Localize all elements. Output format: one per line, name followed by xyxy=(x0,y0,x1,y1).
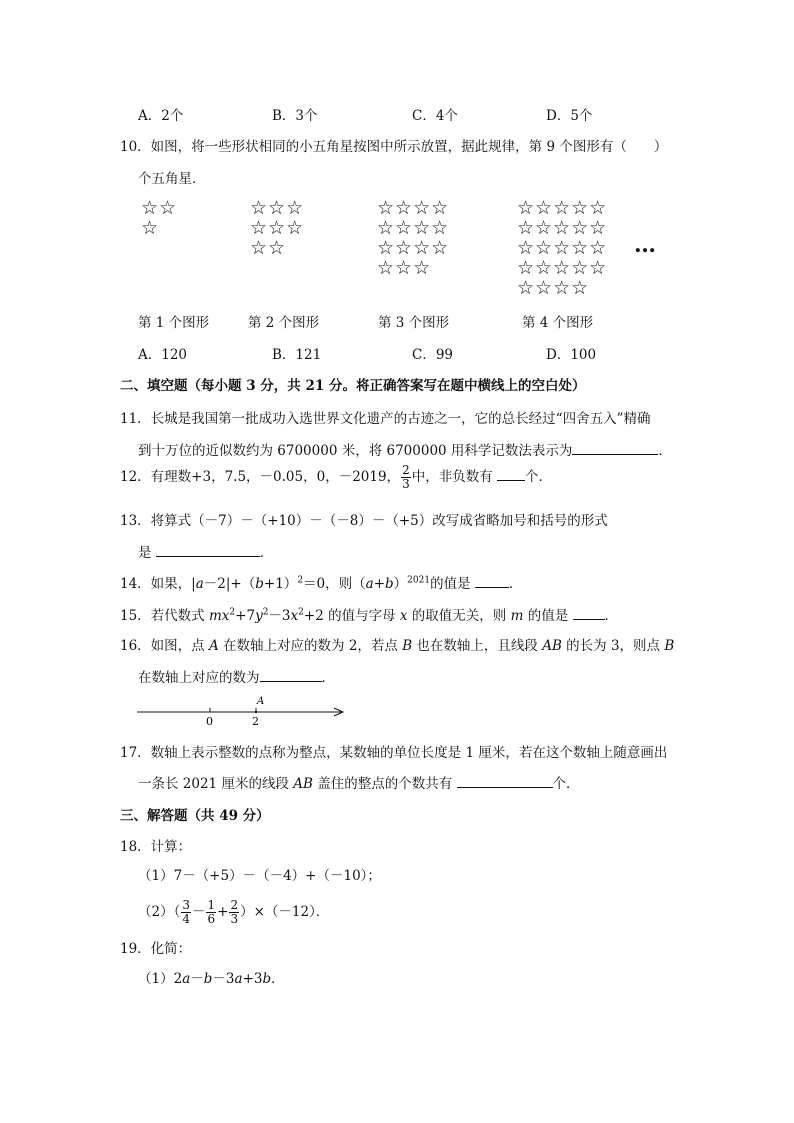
q18-part: （2）（ xyxy=(138,904,181,920)
star-row: ☆☆☆☆ xyxy=(377,197,450,219)
figure-3-label: 第 3 个图形 xyxy=(378,315,450,331)
fraction-numerator: 2 xyxy=(230,898,239,912)
point-a-dot xyxy=(255,711,257,713)
var-m: m xyxy=(510,608,524,624)
var-a: a xyxy=(182,971,191,987)
figure-2-label: 第 2 个图形 xyxy=(248,315,320,331)
q16-text-line1 xyxy=(120,634,674,654)
q18-part: ）×（－12）． xyxy=(240,904,330,920)
q10-option-a: A．120 xyxy=(138,347,188,363)
fraction-two-thirds xyxy=(401,464,411,491)
q19-part-1 xyxy=(138,967,285,987)
var-x: x xyxy=(221,608,230,624)
fraction-denominator: 6 xyxy=(207,912,216,926)
point-a-label: A xyxy=(257,696,265,707)
star-row: ☆☆☆☆ xyxy=(517,277,590,299)
q15-part: －3 xyxy=(268,608,291,624)
q11-text-line2 xyxy=(138,439,672,459)
q15-end: ． xyxy=(604,608,618,624)
q16-text-line2 xyxy=(138,666,335,686)
q14-part: + xyxy=(373,576,386,592)
var-b: b xyxy=(203,971,213,987)
answer-blank[interactable] xyxy=(572,442,658,455)
fraction-numerator: 2 xyxy=(402,463,410,477)
q14-part: 的值是 xyxy=(430,576,475,592)
point-a: A xyxy=(208,638,219,654)
q12-end: 个． xyxy=(525,469,552,485)
star-row: ☆☆☆☆☆ xyxy=(517,217,608,239)
var-x: x xyxy=(290,608,299,624)
answer-blank[interactable] xyxy=(573,607,605,620)
q19-part: －3 xyxy=(212,971,235,987)
q17-part: 一条长 2021 厘米的线段 xyxy=(138,776,294,792)
q12-text xyxy=(120,464,552,491)
star-row: ☆☆☆ xyxy=(250,217,305,239)
q14-part: ＝0，则（ xyxy=(303,576,366,592)
q16-part: 在数轴上对应的数为 2，若点 xyxy=(218,638,403,654)
q19-part: （1）2 xyxy=(138,971,183,987)
q9-option-a: A．2个 xyxy=(138,108,184,124)
var-a: a xyxy=(365,576,374,592)
q15-part: +7 xyxy=(235,608,256,624)
operator: － xyxy=(191,904,206,920)
star-row: ☆ xyxy=(141,217,160,239)
q16-part: 的长为 3，则点 xyxy=(561,638,665,654)
var-y: y xyxy=(255,608,263,624)
star-row: ☆☆☆☆☆ xyxy=(517,257,608,279)
number-line xyxy=(130,690,360,730)
q18-title: 18．计算： xyxy=(120,839,192,855)
var-b: b xyxy=(262,971,272,987)
q16-part: 也在数轴上，且线段 xyxy=(412,638,543,654)
star-row: ☆☆☆☆ xyxy=(377,217,450,239)
q19-part: － xyxy=(190,971,204,987)
tick-label-0: 0 xyxy=(206,715,213,728)
q12-start: 12．有理数+3，7.5，－0.05，0，－2019， xyxy=(120,469,401,485)
segment-ab: AB xyxy=(542,638,562,654)
q14-part: 14．如果，| xyxy=(120,576,196,592)
var-m: m xyxy=(208,608,222,624)
q14-text xyxy=(120,572,522,592)
section-2-title: 二、填空题（每小题 3 分，共 21 分。将正确答案写在题中横线上的空白处） xyxy=(120,378,586,394)
q16-part: 在数轴上对应的数为 xyxy=(138,670,260,686)
q11-text: 到十万位的近似数约为 6700000 米，将 6700000 用科学记数法表示为 xyxy=(138,443,573,459)
q15-part: 的取值无关，则 xyxy=(407,608,511,624)
q11-end: ． xyxy=(658,443,672,459)
answer-blank[interactable] xyxy=(457,775,553,788)
fraction xyxy=(229,899,239,926)
q10-option-c: C．99 xyxy=(412,347,454,363)
q17-end: 个． xyxy=(552,776,580,792)
q16-part: 16．如图，点 xyxy=(120,638,209,654)
q17-part: 盖住的整点的个数共有 xyxy=(312,776,457,792)
q14-part: +1） xyxy=(263,576,298,592)
point-b: B xyxy=(664,638,675,654)
q14-part: ） xyxy=(393,576,408,592)
q13-end: ． xyxy=(259,545,274,561)
var-x: x xyxy=(399,608,408,624)
q18-part-2 xyxy=(138,899,329,926)
q10-text-line1: 10．如图，将一些形状相同的小五角星按图中所示放置，据此规律，第 9 个图形有（ ） xyxy=(120,139,668,155)
q19-title: 19．化简： xyxy=(120,941,192,957)
tick-label-2: 2 xyxy=(252,715,259,728)
var-a: a xyxy=(195,576,204,592)
q14-end: ． xyxy=(508,576,523,592)
q17-text-line2 xyxy=(138,772,580,792)
q12-mid: 中，非负数有 xyxy=(411,469,497,485)
fraction-numerator: 1 xyxy=(207,898,216,912)
point-b: B xyxy=(402,638,413,654)
fraction-denominator: 3 xyxy=(230,912,239,926)
q15-part: 的值是 xyxy=(523,608,573,624)
exponent: 2 xyxy=(229,607,236,618)
var-a: a xyxy=(234,971,243,987)
answer-blank[interactable] xyxy=(497,468,525,481)
q9-option-b: B．3个 xyxy=(272,108,318,124)
q15-part: 15．若代数式 xyxy=(120,608,209,624)
q13-text-line1: 13．将算式（－7）－（+10）－（－8）－（+5）改写成省略加号和括号的形式 xyxy=(120,513,608,529)
fraction-denominator: 3 xyxy=(402,477,410,491)
q15-text xyxy=(120,604,618,624)
section-3-title: 三、解答题（共 49 分） xyxy=(120,808,270,824)
q13-start: 是 xyxy=(138,545,156,561)
figure-1-label: 第 1 个图形 xyxy=(138,315,210,331)
star-row: ☆☆☆☆ xyxy=(377,237,450,259)
exponent: 2 xyxy=(298,607,304,618)
exponent: 2 xyxy=(297,575,304,586)
q14-part: －2|+（ xyxy=(203,576,256,592)
q10-option-b: B．121 xyxy=(272,347,322,363)
star-row: ☆☆ xyxy=(141,197,178,219)
fraction-numerator: 3 xyxy=(182,898,190,912)
q19-part: +3 xyxy=(242,971,263,987)
q17-text-line1: 17．数轴上表示整数的点称为整点，某数轴的单位长度是 1 厘米，若在这个数轴上随意画出 xyxy=(120,745,668,761)
star-row: ☆☆ xyxy=(250,237,287,259)
q19-part: ． xyxy=(271,971,285,987)
q15-part: +2 的值与字母 xyxy=(303,608,400,624)
q9-option-d: D．5个 xyxy=(546,108,593,124)
q11-text-line1: 11．长城是我国第一批成功入选世界文化遗产的古迹之一，它的总长经过“四舍五入”精确 xyxy=(120,411,651,427)
var-b: b xyxy=(255,576,264,592)
star-row: ☆☆☆☆☆ xyxy=(517,197,608,219)
q18-part-1: （1）7－（+5）－（－4）+（－10）； xyxy=(138,868,381,884)
q13-text-line2 xyxy=(138,541,273,561)
q10-option-d: D．100 xyxy=(546,347,597,363)
exponent: 2 xyxy=(262,607,269,618)
answer-blank[interactable] xyxy=(260,669,322,682)
answer-blank[interactable] xyxy=(156,544,260,557)
answer-blank[interactable] xyxy=(475,575,509,588)
q16-end: ． xyxy=(321,670,335,686)
q10-text-line2: 个五角星． xyxy=(138,171,206,187)
q9-option-c: C．4个 xyxy=(412,108,458,124)
operator: + xyxy=(217,904,229,920)
fraction xyxy=(181,899,191,926)
segment-ab: AB xyxy=(293,776,313,792)
ellipsis: … xyxy=(634,232,653,258)
star-row: ☆☆☆☆☆ xyxy=(517,237,608,259)
figure-4-label: 第 4 个图形 xyxy=(522,315,594,331)
star-row: ☆☆☆ xyxy=(377,257,432,279)
exponent: 2021 xyxy=(407,575,431,586)
fraction xyxy=(206,899,216,926)
star-row: ☆☆☆ xyxy=(250,197,305,219)
fraction-denominator: 4 xyxy=(182,912,190,926)
var-b: b xyxy=(385,576,394,592)
